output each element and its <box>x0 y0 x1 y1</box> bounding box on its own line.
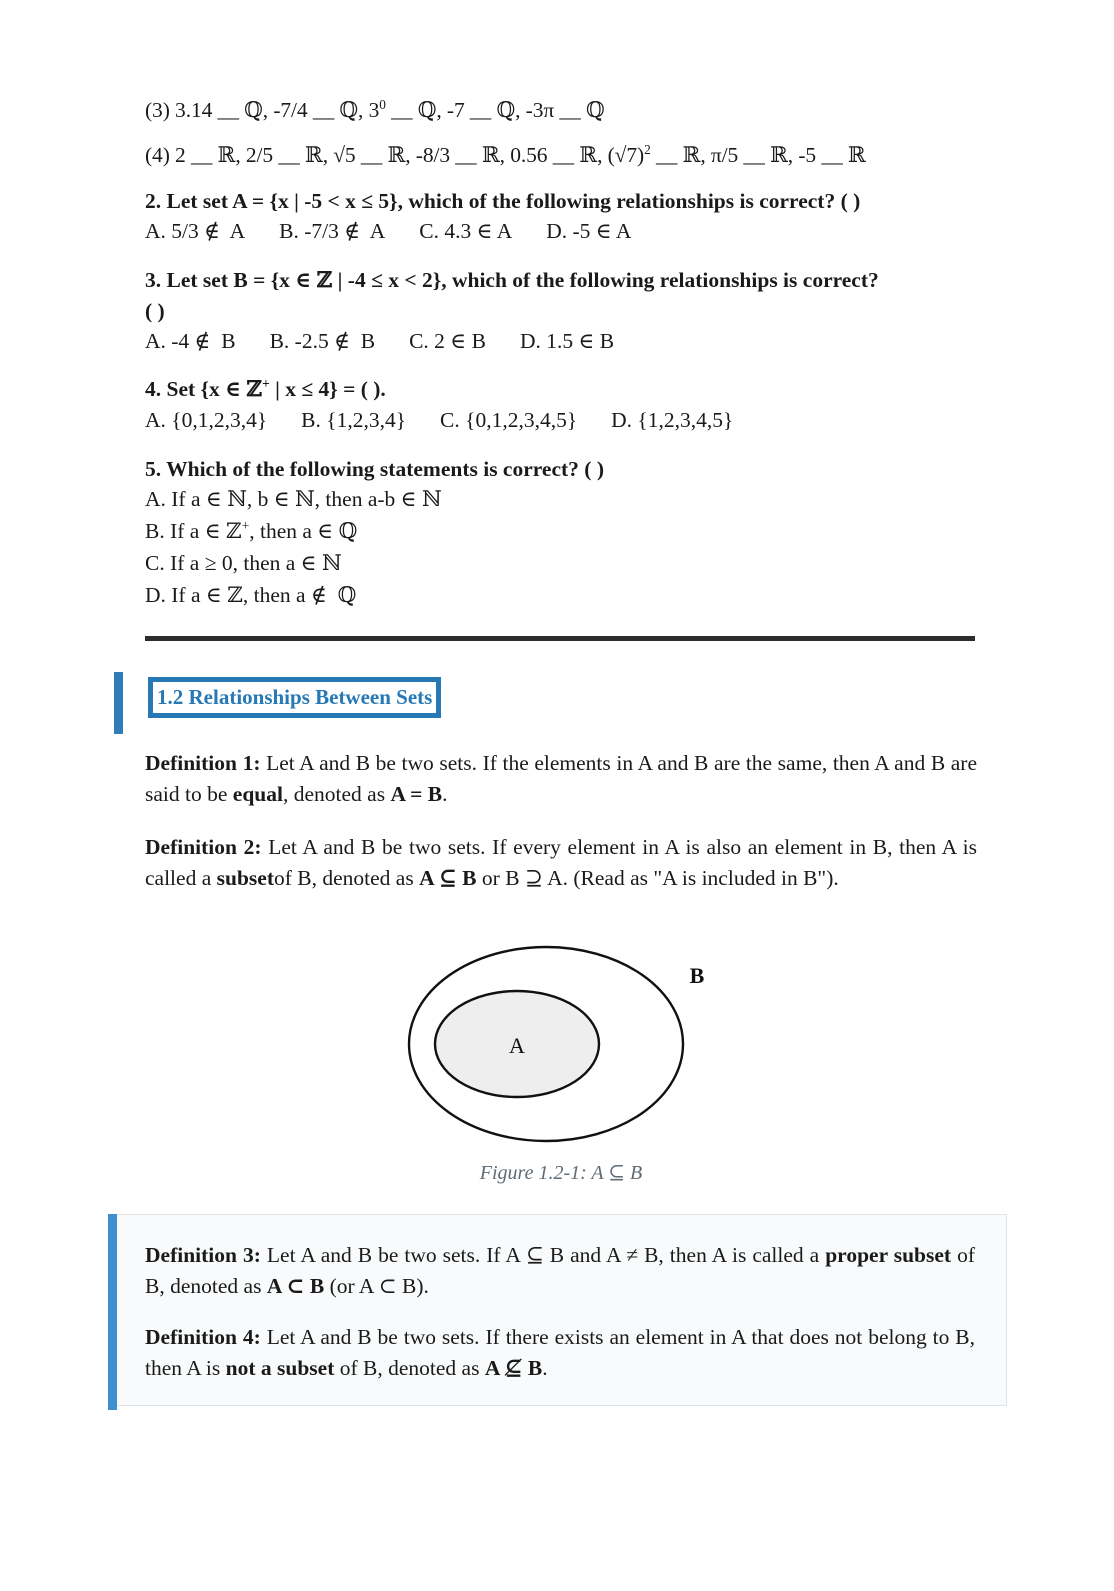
question-5 <box>145 454 977 612</box>
option-b[interactable]: B. If a ∈ ℤ+, then a ∈ ℚ <box>145 517 358 544</box>
definition-4-body-3: . <box>542 1355 548 1380</box>
definition-1-body-3: . <box>442 781 448 806</box>
section-accent-bar <box>114 672 123 734</box>
question-3-stem-cont: ( ) <box>145 298 165 323</box>
definition-3-body-3: (or A ⊂ B). <box>324 1273 429 1298</box>
definition-4 <box>145 1322 975 1384</box>
question-4 <box>145 374 977 436</box>
option-c[interactable]: C. If a ≥ 0, then a ∈ ℕ <box>145 550 342 576</box>
definition-1-body-1: Let A and B be two sets. If the elements in A and B are the same, then A and B are said to be <box>145 751 977 806</box>
option-b[interactable]: B. -2.5 ∉ B <box>269 328 376 353</box>
question-2-stem: 2. Let set A = {x | -5 < x ≤ 5}, which of the following relationships is correct? ( ) <box>145 189 861 214</box>
option-a[interactable]: A. -4 ∉ B <box>145 328 236 353</box>
definition-2-body-2: of B, denoted as <box>273 865 420 890</box>
section-title: 1.2 Relationships Between Sets <box>157 685 433 709</box>
fill-in-line-4: (4) 2 __ ℝ, 2/5 __ ℝ, √5 __ ℝ, -8/3 __ ℝ, 0.56 __ ℝ, $(√7)^2$ __ ℝ, π/5 __ ℝ, -5 __ ℝ <box>145 141 866 169</box>
option-d[interactable]: D. -5 ∈ A <box>546 219 632 244</box>
definition-3-bold-2: A ⊂ B <box>266 1273 325 1298</box>
option-a[interactable]: A. If a ∈ ℕ, b ∈ ℕ, then a-b ∈ ℕ <box>145 487 442 513</box>
question-5-stem: 5. Which of the following statements is correct? ( ) <box>145 456 604 481</box>
option-a[interactable]: A. {0,1,2,3,4} <box>145 408 268 433</box>
exercises-section <box>145 96 977 630</box>
definition-1-bold-2: A = B <box>390 781 443 806</box>
section-divider <box>145 636 975 641</box>
definition-2-bold-2: A ⊆ B <box>419 865 477 890</box>
venn-diagram <box>401 938 721 1150</box>
set-a-label: A <box>509 1033 525 1058</box>
definition-1-body-2: , denoted as <box>282 781 391 806</box>
set-b-label: B <box>689 963 705 988</box>
question-4-stem: 4. Set {x ∈ ℤ+ | x ≤ 4} = ( ). <box>145 376 386 403</box>
section-title-box <box>148 677 441 718</box>
figure-1-2-1 <box>145 938 977 1185</box>
definition-1 <box>145 748 977 810</box>
question-3-stem: 3. Let set B = {x ∈ ℤ | -4 ≤ x < 2}, which of the following relationships is correct? <box>145 267 879 293</box>
definition-4-label: Definition 4: <box>145 1324 261 1349</box>
definition-4-body-2: of B, denoted as <box>334 1355 485 1380</box>
definition-2 <box>145 832 977 894</box>
definition-3-body-1: Let A and B be two sets. If A ⊆ B and A ≠ B, then A is called a <box>260 1243 826 1267</box>
definition-2-label: Definition 2: <box>145 834 262 859</box>
option-c[interactable]: C. 4.3 ∈ A <box>419 219 513 244</box>
option-d[interactable]: D. 1.5 ∈ B <box>519 328 615 353</box>
question-3-options <box>145 326 977 357</box>
definition-3 <box>145 1240 975 1302</box>
callout-content <box>145 1240 975 1404</box>
definition-3-body-2: of B, denoted as <box>145 1243 975 1298</box>
option-b[interactable]: B. -7/3 ∉ A <box>279 219 386 244</box>
definition-2-body-1: Let A and B be two sets. If every element in A is also an element in B, then A is called a <box>145 834 977 890</box>
definition-4-bold-2: A ⊈ B <box>484 1355 543 1380</box>
definition-4-body-1: Let A and B be two sets. If there exists an element in A that does not belong to B, then A is <box>145 1324 975 1380</box>
question-4-options <box>145 405 977 436</box>
option-c[interactable]: C. 2 ∈ B <box>409 328 486 353</box>
figure-caption: Figure 1.2-1: A ⊆ B <box>479 1162 643 1184</box>
question-2-options <box>145 216 977 247</box>
definition-1-bold-1: equal <box>232 781 283 806</box>
option-c[interactable]: C. {0,1,2,3,4,5} <box>440 408 578 433</box>
fill-in-line-3: (3) 3.14 __ ℚ, -7/4 __ ℚ, $3^0$ __ ℚ, -7 __ ℚ, -3π __ ℚ <box>145 96 605 123</box>
option-b[interactable]: B. {1,2,3,4} <box>301 408 407 433</box>
option-a[interactable]: A. 5/3 ∉ A <box>145 219 246 244</box>
question-3 <box>145 265 977 357</box>
definition-4-bold-1: not a subset <box>225 1355 335 1380</box>
section-heading <box>114 672 514 734</box>
callout-accent-bar <box>108 1214 117 1410</box>
definition-3-label: Definition 3: <box>145 1243 261 1267</box>
definition-3-bold-1: proper subset <box>825 1243 952 1267</box>
definition-1-label: Definition 1: <box>145 751 261 775</box>
definition-2-bold-1: subset <box>216 865 274 890</box>
definition-2-body-3: or B ⊇ A. (Read as "A is included in B"). <box>476 865 839 890</box>
definitions-block <box>145 748 977 894</box>
option-d[interactable]: D. If a ∈ ℤ, then a ∉ ℚ <box>145 582 357 608</box>
option-d[interactable]: D. {1,2,3,4,5} <box>611 408 734 433</box>
question-2 <box>145 186 977 247</box>
